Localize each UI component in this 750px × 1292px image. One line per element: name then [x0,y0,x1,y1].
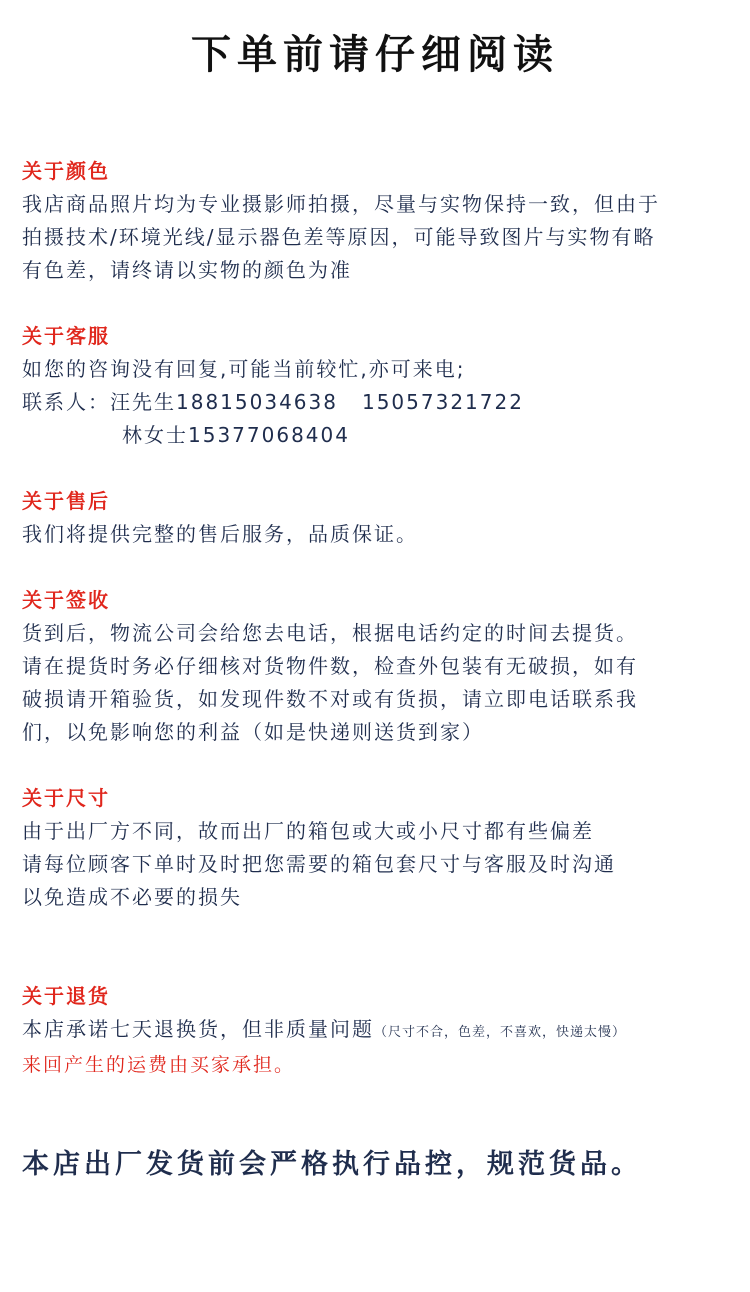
returns-policy: 本店承诺七天退换货，但非质量问题 [22,1017,374,1041]
paragraph-line: 如您的咨询没有回复,可能当前较忙,亦可来电; [22,357,466,381]
section-size [22,782,737,914]
section-heading-after-sales: 关于售后 [22,489,110,513]
footer-statement: 本店出厂发货前会严格执行品控，规范货品。 [22,1149,642,1180]
contact-1-phone-2: 15057321722 [361,390,524,414]
section-heading-signing: 关于签收 [22,588,110,612]
paragraph-line: 请在提货时务必仔细核对货物件数，检查外包装有无破损，如有 [22,654,638,678]
contact-line [22,386,737,419]
section-heading-size: 关于尺寸 [22,786,110,810]
paragraph-line: 我店商品照片均为专业摄影师拍摄，尽量与实物保持一致，但由于 [22,192,660,216]
section-service [22,320,737,452]
paragraph-line: 们，以免影响您的利益（如是快递则送货到家） [22,720,484,744]
paragraph-line: 以免造成不必要的损失 [22,885,242,909]
paragraph-line: 请每位顾客下单时及时把您需要的箱包套尺寸与客服及时沟通 [22,852,616,876]
contact-2: 林女士15377068404 [122,423,350,447]
returns-note: （尺寸不合，色差，不喜欢，快递太慢） [374,1025,627,1040]
returns-shipping-note: 来回产生的运费由买家承担。 [22,1054,296,1076]
paragraph-line: 货到后，物流公司会给您去电话，根据电话约定的时间去提货。 [22,621,638,645]
contact-1: 汪先生18815034638 [110,390,338,414]
paragraph-line: 破损请开箱验货，如发现件数不对或有货损，请立即电话联系我 [22,687,638,711]
section-signing [22,584,737,749]
page-title: 下单前请仔细阅读 [191,32,559,78]
section-heading-color: 关于颜色 [22,159,110,183]
paragraph-line [22,1013,737,1049]
paragraph-line: 由于出厂方不同，故而出厂的箱包或大或小尺寸都有些偏差 [22,819,594,843]
paragraph-line: 我们将提供完整的售后服务，品质保证。 [22,522,418,546]
section-heading-service: 关于客服 [22,324,110,348]
section-after-sales [22,485,737,551]
paragraph-line: 有色差，请终请以实物的颜色为准 [22,258,352,282]
section-heading-returns: 关于退货 [22,984,110,1008]
section-color [22,155,737,287]
paragraph-line: 拍摄技术/环境光线/显示器色差等原因，可能导致图片与实物有略 [22,225,656,249]
section-returns [22,980,737,1082]
contact-label: 联系人： [22,390,110,414]
